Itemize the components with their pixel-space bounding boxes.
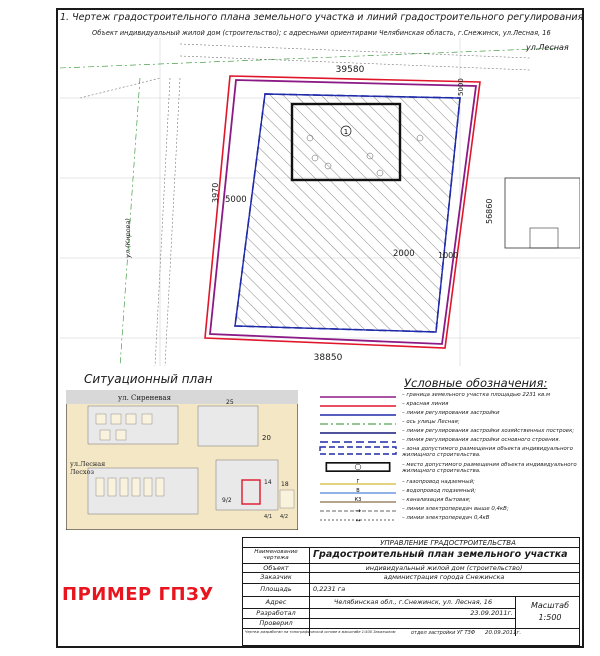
street-lesnaya: ул.Лесная [70, 460, 106, 468]
legend-symbol-house [318, 462, 398, 472]
scale-value: 1:500 [538, 613, 562, 622]
street-sirenevaya: ул. Сиреневая [118, 394, 171, 402]
footer-note: Чертеж разработан на топографической основе в масштабе 1:500 Заказчиком [245, 630, 396, 634]
stamp-value: администрация города Снежинска [383, 573, 505, 581]
stamp-value: индивидуальный жилой дом (строительство) [365, 564, 523, 572]
stamp-label: Заказчик [260, 573, 292, 581]
house-num-20: 20 [262, 434, 271, 442]
dim-top-right: 5000 [457, 78, 465, 96]
svg-text:→: → [355, 507, 361, 515]
object-address-line: Объект индивидуальный жилой дом (строительство); с адресными ориентирами Челябинская область, г.Снежинск, ул.Лесная, 16 [92, 29, 551, 37]
stamp-value: 0,2231 га [313, 585, 346, 593]
house-num-4-1: 4/1 [264, 514, 273, 520]
org-name: УПРАВЛЕНИЕ ГРАДОСТРОИТЕЛЬСТВА [380, 539, 516, 547]
site-plan-drawing [60, 38, 580, 366]
stamp-label: Наименование чертежа [254, 549, 298, 561]
legend-item [318, 515, 580, 525]
street-top-label: ул.Лесная [526, 43, 569, 52]
situation-plan-title: Ситуационный план [84, 372, 213, 386]
legend-text: – красная линия [402, 401, 449, 407]
doc-title: Градостроительный план земельного участка [313, 549, 568, 560]
house-marker: 1 [343, 128, 349, 136]
stamp-value: Челябинская обл., г.Снежинск, ул. Лесная, 16 [333, 598, 493, 606]
legend-symbol-hatch-zone [318, 446, 398, 456]
dim-left-inner: 5000 [225, 195, 247, 205]
legend-text: – водопровод подземный; [402, 488, 476, 494]
situation-plan-map [66, 390, 298, 530]
legend-text: – граница земельного участка площадью 2231 кв.м [402, 392, 551, 398]
legend-text: – зона допустимого размещения объекта индивидуального жилищного строительства. [402, 446, 573, 458]
dim-right-far: 56860 [485, 198, 494, 224]
legend-text: – линия регулирования застройки [402, 410, 500, 416]
legend-text: – линии электропередач 0,4кВ [402, 515, 490, 521]
house-num-25: 25 [226, 399, 234, 406]
legend-text: – канализация бытовая; [402, 497, 471, 503]
legend-text: – газопровод надземный; [402, 479, 475, 485]
footer-date: 20.09.2011г. [485, 630, 522, 636]
stamp-label: Разработал [256, 609, 296, 617]
drawing-title: 1. Чертеж градостроительного плана земельного участка и линий градостроительного регулирования [60, 12, 584, 23]
neighbor-building [505, 178, 580, 248]
legend-text: – линия регулирования застройки хозяйственных построек; [402, 428, 575, 434]
house-num-4-2: 4/2 [280, 514, 289, 520]
house-num-18: 18 [281, 481, 289, 488]
dim-inner-right: 2000 [393, 249, 415, 259]
stamp-value: 23.09.2011г. [470, 609, 513, 617]
legend-title: Условные обозначения: [404, 376, 548, 390]
svg-text:К3: К3 [354, 497, 362, 503]
leshoz-label: Лесхоз [70, 468, 95, 476]
legend-text: – линия регулирования застройки основного строения. [402, 437, 561, 443]
footer-dept: отдел застройки УГ ТЗФ [411, 630, 476, 636]
legend-text: – линии электропередач выше 0,4кВ; [402, 506, 509, 512]
title-block [242, 537, 580, 646]
legend-item [318, 462, 580, 476]
dim-bottom: 38850 [313, 353, 343, 363]
watermark-label: ПРИМЕР ГПЗУ [62, 584, 214, 605]
legend-symbol-power-low [318, 515, 398, 525]
house-num-14: 14 [264, 479, 272, 486]
scale-label: Масштаб [530, 601, 570, 610]
street-left-label: ул.(Кирова) [124, 218, 132, 258]
svg-text:В: В [356, 488, 360, 494]
stamp-label: Объект [263, 564, 289, 572]
svg-text:↔: ↔ [355, 517, 361, 524]
legend [318, 392, 580, 532]
stamp-label: Площадь [260, 585, 292, 593]
legend-item [318, 446, 580, 460]
legend-text: – место допустимого размещения объекта индивидуального жилищного строительства. [402, 462, 577, 474]
svg-text:Г: Г [356, 479, 360, 485]
house-num-9-2: 9/2 [222, 497, 232, 504]
legend-text: – ось улицы Лесная; [402, 419, 460, 425]
dim-right-small: 1000 [438, 251, 459, 260]
stamp-label: Проверил [259, 619, 293, 627]
stamp-label: Адрес [265, 598, 287, 606]
dim-left: 3970 [211, 182, 220, 203]
dim-top: 39580 [335, 65, 365, 75]
